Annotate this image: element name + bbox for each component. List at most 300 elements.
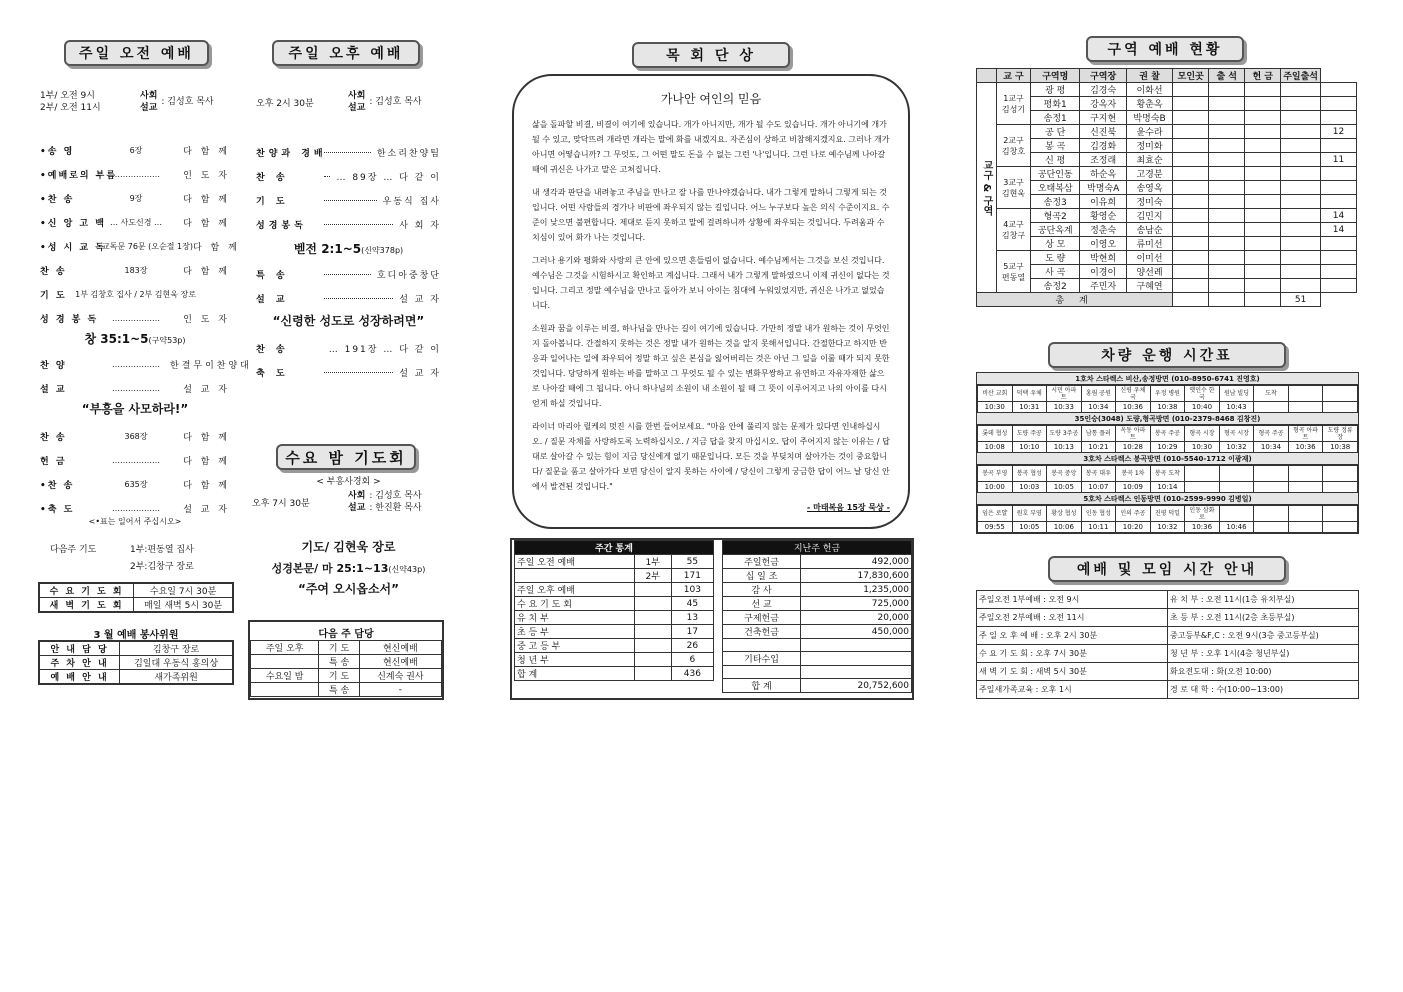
cell-value (1209, 181, 1245, 195)
table-cell: 안 내 담 당 (39, 641, 120, 656)
cell-value: 강옥자 (1080, 97, 1126, 111)
bus-stop: 형곡 시장 (1185, 426, 1220, 442)
cell-value (1281, 125, 1321, 139)
cell-value (1173, 167, 1209, 181)
cell-value (1281, 237, 1321, 251)
cell-value: 공단옥계 (1031, 223, 1080, 237)
schedule-row (977, 645, 1359, 663)
stats-value: 436 (671, 667, 713, 681)
order-row (256, 360, 441, 384)
order-row (256, 286, 441, 310)
table-cell: 새가족위원 (120, 670, 233, 685)
cell-value: 신 평 (1031, 153, 1080, 167)
offer-label: 건축헌금 (723, 625, 801, 639)
table-cell: 매일 새벽 5시 30분 (134, 598, 233, 613)
bus-time (1323, 522, 1358, 533)
bus-schedule (976, 372, 1359, 534)
table-cell: 김일대 우동식 홍의상 (120, 656, 233, 670)
order-detail: ……………… (112, 169, 160, 179)
order-row (40, 282, 230, 306)
cell-value (1281, 265, 1321, 279)
cell-value (1209, 223, 1245, 237)
offer-row (723, 583, 912, 597)
offer-label: 기타수입 (723, 652, 801, 666)
cell-value: 송남순 (1126, 223, 1172, 237)
morning-scripture: 창 35:1~5(구약53p) (84, 332, 186, 346)
offer-value: 492,000 (801, 555, 912, 569)
stats-label: 수 요 기 도 회 (515, 597, 635, 611)
bus-time: 10:38 (1323, 442, 1358, 453)
order-dots (324, 152, 371, 153)
cell-value (1245, 111, 1281, 125)
offer-row (723, 625, 912, 639)
order-leader: 다 함 께 (183, 194, 230, 205)
bus-stop: 비산 교회 (978, 386, 1013, 402)
stats-row (515, 555, 714, 569)
order-item: •찬 송 (40, 194, 75, 205)
cell-value: 형곡2 (1031, 209, 1080, 223)
cell-value: 이미선 (1126, 251, 1172, 265)
order-row (40, 138, 230, 162)
cell-value (1281, 97, 1321, 111)
order-detail: ……………… (112, 455, 160, 465)
cell-row (977, 279, 1357, 293)
bus-stop: 옥동 아파트 (1116, 426, 1151, 442)
wednesday-sub: < 부흥사경회 > (316, 477, 381, 487)
bus-title: 3호차 스타렉스 봉곡방면 (010-5540-1712 이광재) (977, 453, 1358, 465)
table-cell: 특 송 (319, 655, 359, 669)
bus-time: 10:21 (1081, 442, 1116, 453)
cell-value (1281, 83, 1321, 97)
stats-sub (634, 653, 671, 667)
order-item: 찬 송 (40, 432, 67, 443)
schedule-row (977, 663, 1359, 681)
bus-time: 10:13 (1047, 442, 1082, 453)
cell-value (1281, 111, 1321, 125)
cell-total (977, 293, 1357, 307)
afternoon-order-3 (256, 336, 441, 384)
bus-time: 10:07 (1081, 482, 1116, 493)
bus-stop (1288, 506, 1323, 522)
schedule-right: 중고등부&F,C : 오전 9시(3층 중고등부실) (1168, 627, 1359, 645)
table-cell: 주 차 안 내 (39, 656, 120, 670)
order-item: •성 시 교 독 (40, 242, 106, 253)
bus-table (977, 425, 1358, 453)
afternoon-time: 오후 2시 30분 (256, 99, 314, 109)
bus-stop: 도량 3주공 (1047, 426, 1082, 442)
cell-value: 송정3 (1031, 195, 1080, 209)
morning-lead: 사회 설교 : 김성호 목사 (140, 91, 214, 113)
wednesday-time: 오후 7시 30분 (252, 499, 310, 509)
cell-value: 정미숙 (1126, 195, 1172, 209)
cell-value (1209, 209, 1245, 223)
bus-stop: 도량 정류장 (1323, 426, 1358, 442)
article-paragraph: 그러나 용기와 평화와 사랑의 큰 안에 있으면 흔들림이 없습니다. 예수님께서는 그것을 보신 것입니다. 예수님은 그것을 시험하시고 확인하고 계십니다. 그래서 내가 그렇게 말하였으니 이제 귀신이 없다는 것입니다. 그리고 정말 예수님을 만나고 돌아가 보니 아이는 침대에 누워있었지만, 귀신은 나가고 없었습니다. (532, 256, 890, 310)
cell-value: 평화1 (1031, 97, 1080, 111)
bus-stop: 봉곡 1차 (1116, 466, 1151, 482)
offer-title: 지난주 헌금 (723, 541, 912, 555)
order-item: 헌 금 (40, 456, 67, 467)
cell-group: 1교구 김성기 (997, 83, 1031, 125)
table-cell: 기 도 (319, 669, 359, 683)
prayer-meeting-table (38, 582, 234, 613)
bus-stop: 인의 주공 (1116, 506, 1151, 522)
wednesday-prayer: 기도/ 김현욱 장로 (301, 540, 396, 554)
stats-row (515, 611, 714, 625)
cell-value (1173, 83, 1209, 97)
bus-time: 10:32 (1150, 522, 1185, 533)
offer-row (723, 639, 912, 652)
order-item: 축 도 (256, 368, 289, 379)
bus-time (1288, 482, 1323, 493)
cell-row (977, 251, 1357, 265)
cell-value: 고경분 (1126, 167, 1172, 181)
stats-value: 13 (671, 611, 713, 625)
cell-head-item: 헌 금 (1245, 69, 1281, 83)
next-week-table (250, 640, 442, 697)
cell-value (1245, 223, 1281, 237)
cell-value (1245, 97, 1281, 111)
cell-value: 이유희 (1080, 195, 1126, 209)
offer-value: 20,752,600 (801, 679, 912, 693)
cell-value: 송영옥 (1126, 181, 1172, 195)
schedule-left: 새 벽 기 도 회 : 새벽 5시 30분 (977, 663, 1168, 681)
table-cell (251, 683, 319, 697)
bus-stop (1323, 466, 1358, 482)
bus-stop: 시민 아파트 (1047, 386, 1082, 402)
order-row (40, 352, 252, 376)
bus-time: 10:33 (1047, 402, 1082, 413)
bus-time (1323, 482, 1358, 493)
stats-sub (634, 625, 671, 639)
stats-label (515, 569, 635, 583)
cell-side-label: 교구 & 구역 (977, 83, 997, 293)
bus-stop: 인동 협성 (1081, 506, 1116, 522)
order-leader: 인 도 자 (183, 314, 230, 325)
order-item: 기 도 (256, 196, 289, 207)
morning-worship-header: 주일 오전 예배 (64, 40, 209, 66)
morning-order-2 (40, 352, 252, 400)
bus-time: 10:40 (1185, 402, 1220, 413)
order-item: 찬 양 (40, 360, 67, 371)
offer-label: 십 일 조 (723, 569, 801, 583)
cell-row (977, 139, 1357, 153)
cell-value (1281, 209, 1321, 223)
schedule-right: 화요전도대 : 화(오전 10:00) (1168, 663, 1359, 681)
cell-value (1209, 83, 1245, 97)
bus-time: 10:14 (1150, 482, 1185, 493)
cell-value: 주민자 (1080, 279, 1126, 293)
cell-value (1173, 181, 1209, 195)
bus-time: 10:29 (1150, 442, 1185, 453)
afternoon-order-2 (256, 262, 441, 310)
total-label: 총 계 (977, 293, 1173, 307)
article-signature: - 마태복음 15장 묵상 - (806, 503, 890, 512)
stats-sub (634, 597, 671, 611)
cell-row (977, 83, 1357, 97)
table-row (251, 655, 442, 669)
schedule-right: 유 치 부 : 오전 11시(1층 유치부실) (1168, 591, 1359, 609)
bus-times (978, 482, 1358, 493)
bus-time: 10:34 (1254, 442, 1289, 453)
bus-time: 10:32 (1219, 442, 1254, 453)
bus-stop (1254, 506, 1289, 522)
stats-box (510, 538, 914, 700)
bus-stop: 봉곡 부영 (978, 466, 1013, 482)
order-dots (324, 176, 330, 177)
cell-head-item: 주일출석 (1281, 69, 1321, 83)
morning-order (40, 138, 240, 330)
cell-value: 조정래 (1080, 153, 1126, 167)
bus-stop: 봉곡 대우 (1081, 466, 1116, 482)
cell-value (1245, 181, 1281, 195)
cell-value (1209, 167, 1245, 181)
offer-row (723, 597, 912, 611)
bus-stop (1288, 386, 1323, 402)
cell-head-item: 모인곳 (1173, 69, 1209, 83)
bus-stop: 인동 삼화로 (1185, 506, 1220, 522)
order-leader: 설 교 자 (183, 504, 230, 515)
cell-value (1173, 209, 1209, 223)
cell-value (1281, 153, 1321, 167)
bus-table (977, 385, 1358, 413)
bus-time: 10:34 (1081, 402, 1116, 413)
table-header (723, 541, 912, 555)
total-value: 51 (1281, 293, 1321, 307)
table-row (39, 656, 233, 670)
stats-row (515, 653, 714, 667)
order-dots (324, 200, 377, 201)
bus-time: 10:06 (1047, 522, 1082, 533)
cell-value (1209, 153, 1245, 167)
cell-head (977, 69, 1357, 83)
order-row (40, 162, 230, 186)
bus-times (978, 442, 1358, 453)
table-cell: - (359, 683, 441, 697)
cell-value (1321, 181, 1357, 195)
cell-value: 이경이 (1080, 265, 1126, 279)
bus-stops (978, 506, 1358, 522)
offer-row (723, 652, 912, 666)
cell-value (1173, 237, 1209, 251)
table-cell: 기 도 (319, 641, 359, 655)
cell-value (1321, 83, 1357, 97)
bus-stops (978, 426, 1358, 442)
order-leader: 호디아중창단 (376, 270, 441, 281)
cell-value (1281, 223, 1321, 237)
bus-time: 10:31 (1012, 402, 1047, 413)
schedule-left: 주일새가족교육 : 오후 1시 (977, 681, 1168, 699)
bus-time: 10:08 (978, 442, 1013, 453)
cell-row (977, 111, 1357, 125)
bus-stop (1323, 386, 1358, 402)
cell-value: 이화선 (1126, 83, 1172, 97)
afternoon-lead: 사회 설교 : 김성호 목사 (348, 91, 422, 113)
cell-value (1173, 125, 1209, 139)
cell-value (1173, 223, 1209, 237)
schedule-left: 주일오전 1부예배 : 오전 9시 (977, 591, 1168, 609)
cell-value: 광 평 (1031, 83, 1080, 97)
table-cell: 신계숙 권사 (359, 669, 441, 683)
cell-value (1209, 251, 1245, 265)
cell-value (1173, 153, 1209, 167)
total-empty (1173, 293, 1209, 307)
stats-value: 171 (671, 569, 713, 583)
offer-label: 구제헌금 (723, 611, 801, 625)
table-header (515, 541, 714, 555)
bus-time (1288, 522, 1323, 533)
bus-stop: 진평 덕일 (1150, 506, 1185, 522)
order-leader: 설 교 자 (399, 294, 441, 305)
bus-stop: 롯데 협성 (978, 426, 1013, 442)
order-leader: 다 함 께 (183, 218, 230, 229)
cell-value: 류미선 (1126, 237, 1172, 251)
cell-value (1209, 279, 1245, 293)
stats-row (515, 569, 714, 583)
wednesday-header: 수요 밤 기도회 (276, 444, 416, 470)
stand-note: <•표는 일어서 주십시오> (88, 517, 182, 526)
afternoon-order (256, 140, 441, 236)
cell-value: 구지현 (1080, 111, 1126, 125)
bus-header: 차량 운행 시간표 (1048, 342, 1286, 368)
bus-stop: 우정 병원 (1150, 386, 1185, 402)
table-cell: 김창구 장로 (120, 641, 233, 656)
pastor-column-header: 목 회 단 상 (632, 42, 790, 68)
article-title: 가나안 여인의 믿음 (660, 92, 762, 106)
cell-value (1173, 279, 1209, 293)
wednesday-title: “주여 오시옵소서” (297, 582, 400, 596)
cell-head-side (977, 69, 997, 83)
cell-worship-table (976, 68, 1357, 307)
stats-value: 6 (671, 653, 713, 667)
bus-times (978, 402, 1358, 413)
bus-stop: 덕택 우체 (1012, 386, 1047, 402)
bus-stop: 임은 로얄 (978, 506, 1013, 522)
cell-value: 사 곡 (1031, 265, 1080, 279)
order-leader: 다 함 께 (183, 456, 230, 467)
schedule-header: 예배 및 모임 시간 안내 (1048, 556, 1286, 582)
bus-time (1254, 482, 1289, 493)
bus-time: 10:03 (1012, 482, 1047, 493)
table-row (39, 670, 233, 685)
order-detail: ……………… (112, 383, 160, 393)
order-row (256, 336, 441, 360)
stats-value: 103 (671, 583, 713, 597)
order-item: •신 앙 고 백 (40, 218, 106, 229)
offer-label: 감 사 (723, 583, 801, 597)
stats-sub (634, 611, 671, 625)
cell-value (1321, 167, 1357, 181)
afternoon-scripture: 벧전 2:1~5(신약378p) (293, 242, 404, 256)
bus-stops (978, 386, 1358, 402)
cell-value (1281, 251, 1321, 265)
order-detail: 183장 (124, 265, 148, 275)
offer-row (723, 611, 912, 625)
cell-value (1173, 139, 1209, 153)
cell-head-item: 구역장 (1080, 69, 1126, 83)
cell-value: 박명숙B (1126, 111, 1172, 125)
cell-value: 황춘옥 (1126, 97, 1172, 111)
cell-value (1321, 265, 1357, 279)
cell-head-item: 교 구 (997, 69, 1031, 83)
cell-value (1173, 195, 1209, 209)
article-body (532, 117, 890, 494)
cell-value: 공 단 (1031, 125, 1080, 139)
cell-worship-header: 구역 예배 현황 (1086, 36, 1244, 62)
order-dots (324, 274, 371, 275)
cell-value (1245, 195, 1281, 209)
stats-label: 주일 오후 예배 (515, 583, 635, 597)
schedule-right: 청 년 부 : 오후 1시(4층 청년부실) (1168, 645, 1359, 663)
stats-label: 주일 오전 예배 (515, 555, 635, 569)
order-row (40, 234, 240, 258)
bus-stop: 신평 우체국 (1116, 386, 1151, 402)
stats-value: 26 (671, 639, 713, 653)
order-item: 찬양과 경배 (256, 148, 327, 159)
morning-time: 1부/ 오전 9시 2부/ 오전 11시 (40, 91, 101, 113)
bus-stop: 원호 부영 (1012, 506, 1047, 522)
cell-value (1209, 139, 1245, 153)
cell-value (1281, 139, 1321, 153)
bus-time (1185, 482, 1220, 493)
cell-value (1245, 237, 1281, 251)
order-leader: 설 교 자 (399, 368, 441, 379)
order-item: 찬 송 (40, 266, 67, 277)
bus-stop: 원남 빌딩 (1219, 386, 1254, 402)
offer-row (723, 555, 912, 569)
cell-row (977, 181, 1357, 195)
order-leader: 인 도 자 (183, 170, 230, 181)
bus-stop: 봉곡 협성 (1012, 466, 1047, 482)
bus-time: 10:36 (1185, 522, 1220, 533)
stats-sub (634, 667, 671, 681)
cell-value: 도 량 (1031, 251, 1080, 265)
stats-value: 55 (671, 555, 713, 569)
order-item: •송 영 (40, 146, 75, 157)
table-cell: 현신예배 (359, 655, 441, 669)
cell-value (1173, 111, 1209, 125)
table-row (39, 598, 233, 613)
offer-value: 1,235,000 (801, 583, 912, 597)
cell-group: 4교구 김창구 (997, 209, 1031, 251)
table-cell (251, 655, 319, 669)
order-item: 찬 송 (256, 344, 289, 355)
table-cell: 현신예배 (359, 641, 441, 655)
article-paragraph: 소원과 꿈을 이루는 비결, 하나님을 만나는 길이 여기에 있습니다. 가만히 정말 내가 원하는 것이 무엇인지 돌아봅니다. 간절하지 못하는 것은 정말 내가 원하는 것을 알지 못해서입니다. 간절한다고 하지만 반응과 일어나는 일에 좌우되어 정말 하고 싶은 본심을 잃어버리는 것은 아닌 그 일을 이룰 때가 되지 못한 것입니다. 당당하게 원하는 바를 말하고 그 무엇도 될 수 있는 변화무쌍하고 유연하고 자유자재한 삶으로 나아갈 때에 그 됩니다. 아니 하나님의 소원이 내 소원이 될 때 그 뜻이 이루어지고 나의 아이를 다시 얻게 하실 것입니다. (532, 324, 890, 408)
cell-row (977, 237, 1357, 251)
stats-label: 중 고 등 부 (515, 639, 635, 653)
order-detail: 368장 (124, 431, 148, 441)
morning-sermon-title: “부흥을 사모하라!” (81, 402, 189, 416)
order-row (40, 210, 230, 234)
bus-stop (1185, 466, 1220, 482)
table-cell: 새 벽 기 도 회 (39, 598, 134, 613)
cell-value: 황영순 (1080, 209, 1126, 223)
morning-order-3 (40, 424, 230, 520)
order-leader: 한소리찬양팀 (376, 148, 441, 159)
cell-value (1209, 237, 1245, 251)
schedule-left: 주 일 오 후 예 배 : 오후 2시 30분 (977, 627, 1168, 645)
bus-stop: 홍림 공원 (1081, 386, 1116, 402)
schedule-right: 경 로 대 학 : 수(10:00~13:00) (1168, 681, 1359, 699)
order-leader: 다 함 께 (183, 432, 230, 443)
bus-title: 1호차 스타렉스 비산,송정방면 (010-8950-6741 진영호) (977, 373, 1358, 385)
bus-title: 35인승(3048) 도량,형곡방면 (010-2379-8468 김창진) (977, 413, 1358, 425)
stats-label: 초 등 부 (515, 625, 635, 639)
cell-value (1245, 265, 1281, 279)
cell-value: 송정2 (1031, 279, 1080, 293)
bus-time: 10:28 (1116, 442, 1151, 453)
